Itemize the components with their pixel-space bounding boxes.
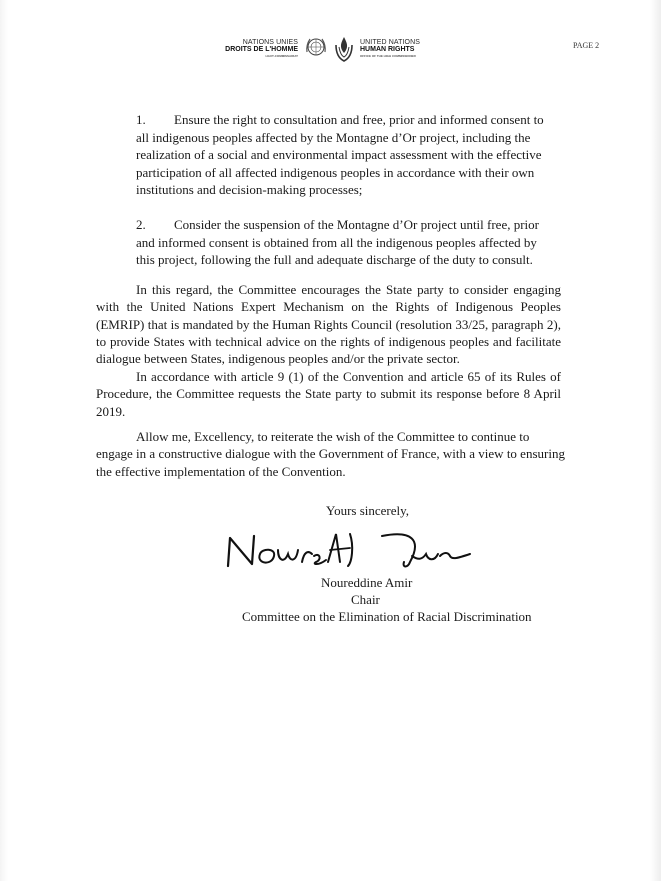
- letterhead-en-line2: HUMAN RIGHTS: [360, 46, 415, 53]
- item-line: [136, 216, 556, 234]
- item-text: Ensure the right to consultation and free, prior and informed consent to: [174, 112, 544, 127]
- recommendation-item-2: [136, 216, 556, 269]
- item-line: [136, 111, 556, 129]
- human-rights-flame-icon: [332, 35, 356, 63]
- letterhead-french: [224, 39, 298, 58]
- item-line: realization of a social and environmental impact assessment with the effective: [136, 147, 542, 162]
- item-text: Consider the suspension of the Montagne d’Or project until free, prior: [174, 217, 539, 232]
- closing-salutation: Yours sincerely,: [326, 503, 410, 518]
- paragraph-emrip: In this regard, the Committee encourages the State party to consider engaging with the United Nations Expert Mechanism on the Rights of Indigenous Peoples (EMRIP) that is mandated by the Human Rights Council (resolution 33/25, paragraph 2), to provide States with technical advice on the rights of indigenous peoples and facilitate dialogue between States, indigenous peoples and/or the private sector.: [96, 282, 561, 367]
- signatory-title: Chair: [351, 592, 380, 607]
- un-letterhead: [224, 35, 424, 67]
- page-number: PAGE 2: [573, 41, 600, 50]
- letterhead-english: [360, 39, 440, 58]
- letterhead-en-line3: OFFICE OF THE HIGH COMMISSIONER: [360, 54, 416, 58]
- letterhead-fr-line2: DROITS DE L'HOMME: [225, 46, 298, 53]
- item-line: all indigenous peoples affected by the Montagne d’Or project, including the: [136, 129, 531, 145]
- un-emblem-icon: [304, 35, 328, 59]
- item-line: institutions and decision-making processes;: [136, 182, 363, 197]
- signatory-committee: Committee on the Elimination of Racial Discrimination: [242, 609, 532, 624]
- item-number: 2.: [136, 217, 146, 232]
- handwritten-signature: [222, 526, 482, 576]
- letterhead-fr-line1: NATIONS UNIES: [242, 39, 298, 46]
- item-line: this project, following the full and adequate discharge of the duty to consult.: [136, 252, 533, 267]
- paragraph-dialogue: Allow me, Excellency, to reiterate the wish of the Committee to continue to engage in a constructive dialogue with the Government of France, with a view to ensuring the effective implementation of the Convention.: [96, 429, 565, 479]
- item-line: participation of all affected indigenous peoples in accordance with their own: [136, 164, 535, 180]
- recommendation-item-1: [136, 111, 556, 199]
- letterhead-fr-line3: HAUT-COMMISSARIAT: [265, 54, 298, 58]
- letterhead-en-line1: UNITED NATIONS: [360, 39, 420, 46]
- paragraph-deadline: In accordance with article 9 (1) of the Convention and article 65 of its Rules of Procedure, the Committee requests the State party to submit its response before 8 April 2019.: [96, 369, 561, 419]
- item-number: 1.: [136, 112, 146, 127]
- signatory-name: Noureddine Amir: [321, 575, 413, 590]
- item-line: and informed consent is obtained from all the indigenous peoples affected by: [136, 234, 537, 250]
